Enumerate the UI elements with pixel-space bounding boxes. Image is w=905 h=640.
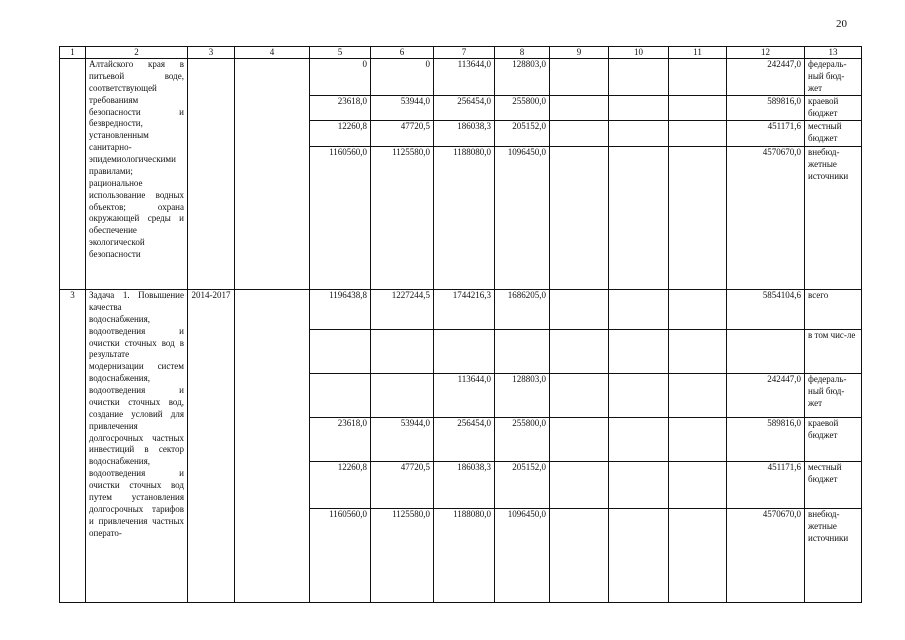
column-header: 1 xyxy=(60,47,86,59)
value-cell: 205152,0 xyxy=(495,121,550,147)
table-row xyxy=(60,59,862,96)
value-cell xyxy=(371,374,434,418)
empty-cell xyxy=(550,330,609,374)
row-number-cell: 3 xyxy=(60,290,86,603)
empty-cell xyxy=(669,418,727,462)
empty-cell xyxy=(550,121,609,147)
column-header: 2 xyxy=(86,47,188,59)
empty-cell xyxy=(669,374,727,418)
column-header: 8 xyxy=(495,47,550,59)
total-cell: 242447,0 xyxy=(727,59,805,96)
column-header: 4 xyxy=(235,47,310,59)
value-cell: 12260,8 xyxy=(310,462,371,509)
measure-description: Алтайского края в питьевой воде, соответствующей требованиям безопасности и безвредности, установленным санитарно-эпидемиологическими правилами; рациональное использование водных объектов; охрана окружающей среды и обеспечение экологической безопасности xyxy=(86,59,188,290)
empty-cell xyxy=(609,96,669,121)
total-cell: 451171,6 xyxy=(727,121,805,147)
value-cell: 47720,5 xyxy=(371,121,434,147)
value-cell: 1125580,0 xyxy=(371,147,434,290)
column-header: 9 xyxy=(550,47,609,59)
value-cell: 113644,0 xyxy=(434,59,495,96)
funding-source: краевой бюджет xyxy=(805,96,862,121)
funding-source: местный бюджет xyxy=(805,121,862,147)
empty-cell xyxy=(609,509,669,603)
empty-cell xyxy=(669,462,727,509)
column-number-row xyxy=(60,47,862,59)
value-cell: 186038,3 xyxy=(434,462,495,509)
empty-cell xyxy=(609,418,669,462)
value-cell: 128803,0 xyxy=(495,59,550,96)
value-cell: 0 xyxy=(310,59,371,96)
funding-source: краевой бюджет xyxy=(805,418,862,462)
empty-cell xyxy=(550,374,609,418)
empty-cell xyxy=(550,290,609,330)
value-cell: 113644,0 xyxy=(434,374,495,418)
value-cell: 205152,0 xyxy=(495,462,550,509)
column-header: 11 xyxy=(669,47,727,59)
value-cell: 1686205,0 xyxy=(495,290,550,330)
value-cell: 1160560,0 xyxy=(310,509,371,603)
value-cell xyxy=(495,330,550,374)
period-cell xyxy=(188,59,235,290)
empty-cell xyxy=(669,330,727,374)
empty-cell xyxy=(609,59,669,96)
empty-cell xyxy=(669,290,727,330)
empty-cell xyxy=(235,59,310,290)
budget-table xyxy=(59,46,862,603)
total-cell: 451171,6 xyxy=(727,462,805,509)
column-header: 7 xyxy=(434,47,495,59)
row-number-cell xyxy=(60,59,86,290)
value-cell: 1188080,0 xyxy=(434,147,495,290)
total-cell: 589816,0 xyxy=(727,96,805,121)
value-cell: 128803,0 xyxy=(495,374,550,418)
total-cell: 242447,0 xyxy=(727,374,805,418)
value-cell xyxy=(434,330,495,374)
empty-cell xyxy=(669,59,727,96)
value-cell xyxy=(310,330,371,374)
funding-source: федераль-ный бюд-жет xyxy=(805,374,862,418)
value-cell: 1096450,0 xyxy=(495,147,550,290)
page-number: 20 xyxy=(836,18,847,30)
total-cell: 589816,0 xyxy=(727,418,805,462)
empty-cell xyxy=(609,121,669,147)
value-cell: 1227244,5 xyxy=(371,290,434,330)
value-cell: 53944,0 xyxy=(371,418,434,462)
value-cell: 186038,3 xyxy=(434,121,495,147)
empty-cell xyxy=(550,147,609,290)
empty-cell xyxy=(669,121,727,147)
empty-cell xyxy=(669,96,727,121)
empty-cell xyxy=(669,147,727,290)
value-cell: 1125580,0 xyxy=(371,509,434,603)
period-cell: 2014-2017 xyxy=(188,290,235,603)
empty-cell xyxy=(609,374,669,418)
empty-cell xyxy=(235,290,310,603)
empty-cell xyxy=(550,96,609,121)
funding-source: внебюд-жетные источники xyxy=(805,509,862,603)
empty-cell xyxy=(669,509,727,603)
funding-source: в том чис-ле xyxy=(805,330,862,374)
funding-source: местный бюджет xyxy=(805,462,862,509)
value-cell: 256454,0 xyxy=(434,418,495,462)
table-row xyxy=(60,290,862,330)
funding-source: внебюд-жетные источники xyxy=(805,147,862,290)
total-cell: 4570670,0 xyxy=(727,509,805,603)
empty-cell xyxy=(609,147,669,290)
column-header: 13 xyxy=(805,47,862,59)
value-cell: 1096450,0 xyxy=(495,509,550,603)
column-header: 3 xyxy=(188,47,235,59)
value-cell xyxy=(371,330,434,374)
value-cell: 1196438,8 xyxy=(310,290,371,330)
value-cell: 1160560,0 xyxy=(310,147,371,290)
value-cell: 255800,0 xyxy=(495,96,550,121)
empty-cell xyxy=(609,330,669,374)
value-cell: 255800,0 xyxy=(495,418,550,462)
task-description: Задача 1. Повышение качества водоснабжения, водоотведения и очистки сточных вод в результате модернизации систем водоснабжения, водоотведения и очистки сточных вод, создание условий для привлечения долгосрочных частных инвестиций в сектор водоснабжения, водоотведения и очистки сточных вод путем установления долгосрочных тарифов и привлечения частных операто- xyxy=(86,290,188,603)
column-header: 10 xyxy=(609,47,669,59)
funding-source: всего xyxy=(805,290,862,330)
empty-cell xyxy=(550,59,609,96)
funding-source: федераль-ный бюд-жет xyxy=(805,59,862,96)
empty-cell xyxy=(609,462,669,509)
column-header: 5 xyxy=(310,47,371,59)
value-cell: 47720,5 xyxy=(371,462,434,509)
empty-cell xyxy=(550,509,609,603)
value-cell: 23618,0 xyxy=(310,418,371,462)
empty-cell xyxy=(550,418,609,462)
total-cell: 5854104,6 xyxy=(727,290,805,330)
empty-cell xyxy=(609,290,669,330)
value-cell: 53944,0 xyxy=(371,96,434,121)
value-cell: 1744216,3 xyxy=(434,290,495,330)
value-cell: 1188080,0 xyxy=(434,509,495,603)
column-header: 12 xyxy=(727,47,805,59)
total-cell xyxy=(727,330,805,374)
column-header: 6 xyxy=(371,47,434,59)
total-cell: 4570670,0 xyxy=(727,147,805,290)
value-cell: 256454,0 xyxy=(434,96,495,121)
empty-cell xyxy=(550,462,609,509)
value-cell: 23618,0 xyxy=(310,96,371,121)
value-cell: 0 xyxy=(371,59,434,96)
value-cell: 12260,8 xyxy=(310,121,371,147)
value-cell xyxy=(310,374,371,418)
